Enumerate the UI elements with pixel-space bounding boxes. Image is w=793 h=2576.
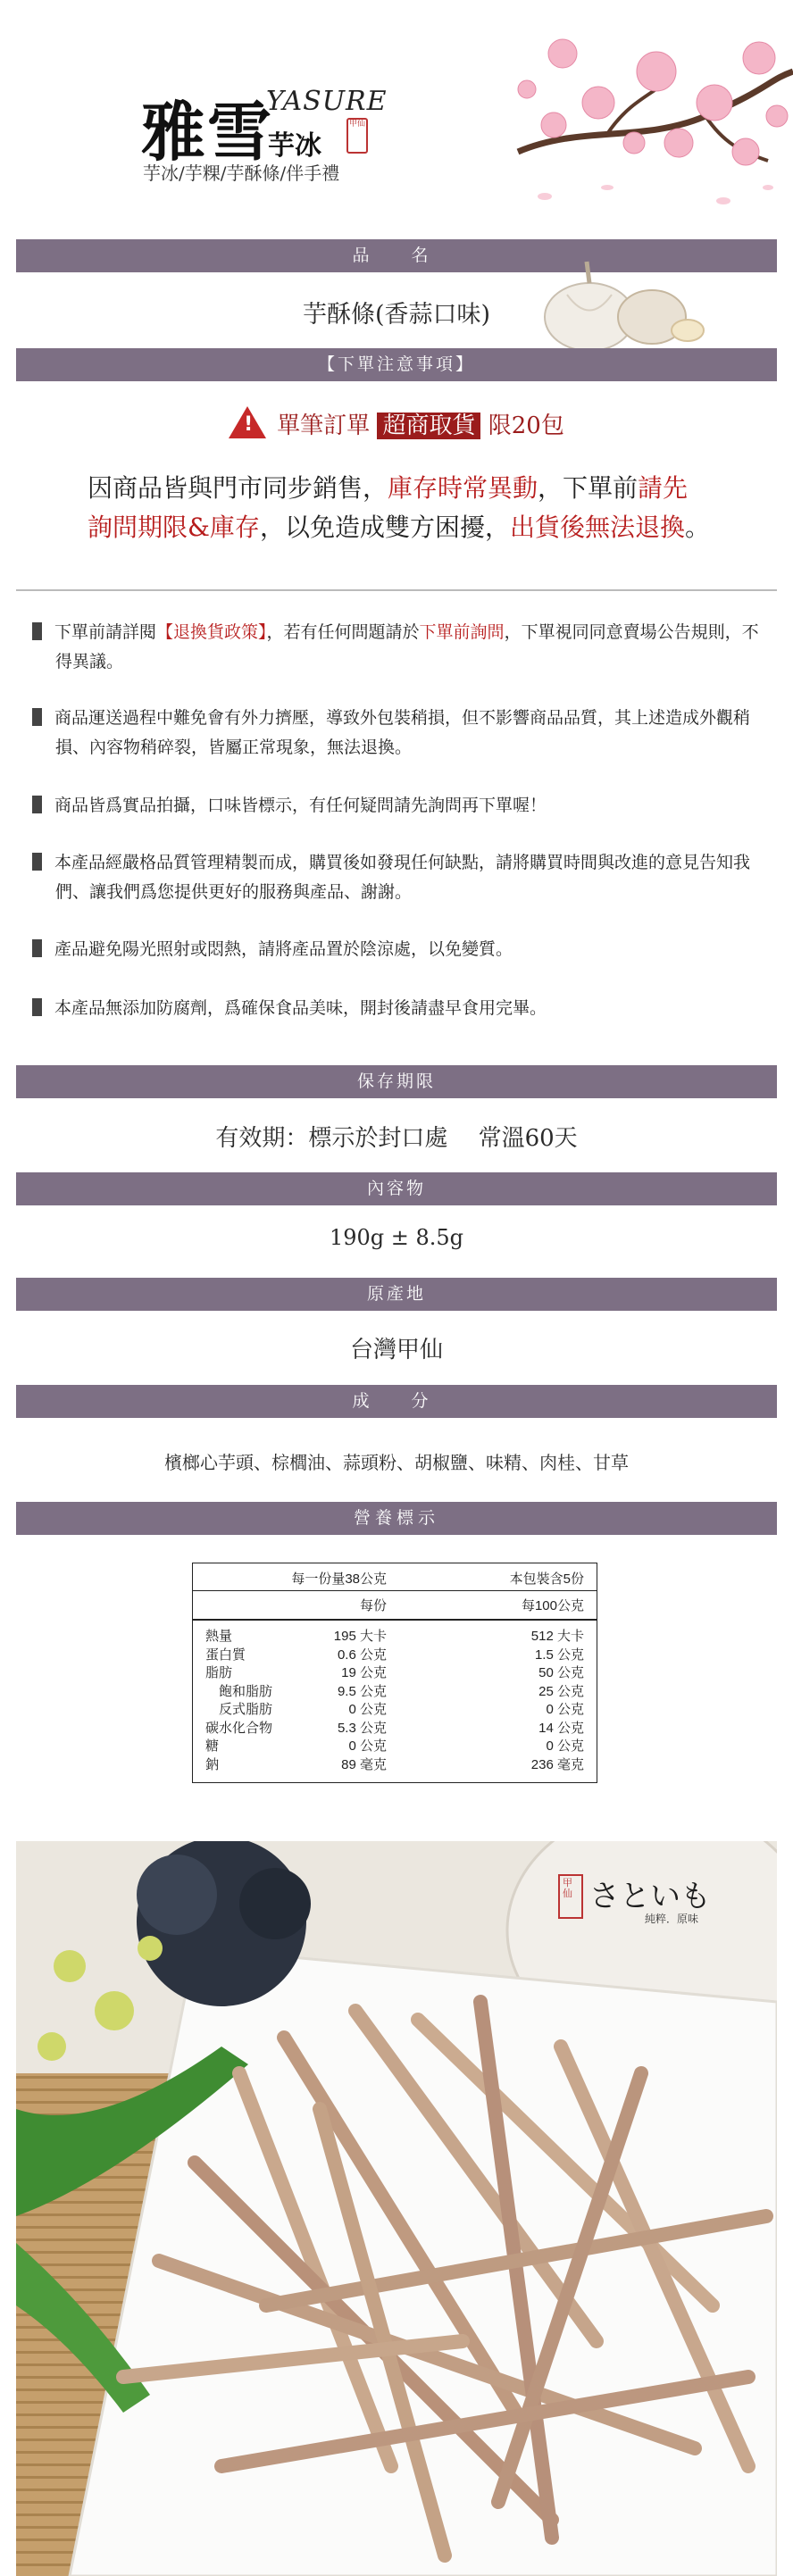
nutrient-name: 鈉 <box>205 1756 220 1772</box>
bullet-text: 本產品無添加防腐劑，爲確保食品美味，開封後請盡早食用完畢。 <box>54 998 547 1018</box>
nutrient-per-100g: 0 公克 <box>546 1702 584 1717</box>
warning-icon <box>229 406 266 438</box>
nutrient-per-100g: 236 毫克 <box>530 1756 584 1772</box>
brand-subtitle: 純粹．原味 <box>645 1913 699 1925</box>
product-photo <box>16 1841 777 2576</box>
notice-red-2: 請先詢問期限&庫存 <box>88 473 689 542</box>
nutrient-per-100g: 512 大卡 <box>530 1629 584 1644</box>
origin-header: 原產地 <box>16 1278 777 1311</box>
column-per-100g: 每100公克 <box>521 1598 584 1613</box>
nutrient-per-serving: 19 公克 <box>341 1665 387 1680</box>
warning-glyph: ! <box>244 413 254 436</box>
nutrient-per-serving: 0.6 公克 <box>337 1646 387 1663</box>
warning-highlight: 超商取貨 <box>377 413 480 439</box>
nutrient-per-serving: 0 公克 <box>348 1738 387 1754</box>
bullet-red-text: 下單前詢問 <box>419 622 505 642</box>
nutrient-name: 飽和脂肪 <box>205 1683 273 1699</box>
servings-per-package: 本包裝含5份 <box>509 1571 584 1587</box>
bullet-photos <box>32 791 764 821</box>
nutrient-per-serving: 195 大卡 <box>333 1629 387 1644</box>
bullet-storage <box>32 935 764 964</box>
contents-header: 內容物 <box>16 1172 777 1205</box>
product-name: 芋酥條(香蒜口味) <box>302 301 491 329</box>
contents-value: 190g ± 8.5g <box>329 1225 464 1250</box>
column-per-serving: 每份 <box>359 1598 387 1613</box>
brand-name: さといも <box>589 1879 711 1914</box>
bullet-policy <box>32 618 764 677</box>
taro-sticks-photo-illustration <box>16 1841 777 2576</box>
warning-suffix: 限20包 <box>488 413 564 439</box>
bullet-text: 本產品經嚴格品質管理精製而成，購買後如發現任何缺點，請將購買時間與改進的意見告知我們、讓我們爲您提供更好的服務與產品、謝謝。 <box>54 853 751 902</box>
notice-text-2: ，下單前 <box>538 473 639 503</box>
nutrient-name: 碳水化合物 <box>205 1720 273 1736</box>
nutrient-per-100g: 50 公克 <box>538 1665 584 1680</box>
cherry-blossom-illustration <box>500 18 793 223</box>
bullet-text: 產品避免陽光照射或悶熱，請將產品置於陰涼處，以免變質。 <box>54 939 513 959</box>
shelf-life-value: 有效期：標示於封口處 常溫60天 <box>215 1125 578 1152</box>
bullet-marker <box>32 796 42 813</box>
nutrient-per-serving: 0 公克 <box>348 1702 387 1717</box>
nutrient-per-100g: 14 公克 <box>538 1720 584 1736</box>
return-policy-link[interactable]: 【退換貨政策】 <box>156 622 267 642</box>
bullet-marker <box>32 622 42 640</box>
bullet-text: 下單前請詳閱 <box>54 622 157 642</box>
nutrient-per-100g: 0 公克 <box>546 1738 584 1754</box>
logo-subtitle: 芋冰 <box>268 130 321 162</box>
origin-value: 台灣甲仙 <box>349 1337 443 1363</box>
bullet-marker <box>32 998 42 1016</box>
notice-red-1: 庫存時常異動 <box>388 473 538 503</box>
bullet-marker <box>32 939 42 957</box>
nutrient-name: 反式脂肪 <box>205 1702 273 1717</box>
stock-notice-paragraph <box>88 469 713 547</box>
order-limit-warning <box>0 406 793 440</box>
section-divider <box>16 589 777 591</box>
garlic-illustration <box>522 254 710 353</box>
bullet-preservative <box>32 994 764 1023</box>
nutrient-per-serving: 9.5 公克 <box>337 1683 387 1699</box>
order-notice-header: 【下單注意事項】 <box>16 348 777 381</box>
bullet-marker <box>32 853 42 871</box>
logo-english: YASURE <box>266 86 388 117</box>
ingredients-value: 檳榔心芋頭、棕櫚油、蒜頭粉、胡椒鹽、味精、肉桂、甘草 <box>164 1452 629 1473</box>
nutrition-header: 營養標示 <box>16 1502 777 1535</box>
nutrition-table <box>192 1563 597 1783</box>
shelf-life-header: 保存期限 <box>16 1065 777 1098</box>
logo-seal: 甲仙 <box>346 118 368 154</box>
bullet-quality <box>32 848 764 907</box>
serving-size: 每一份量38公克 <box>291 1571 387 1587</box>
nutrient-name: 糖 <box>205 1738 220 1754</box>
notice-text-1: 因商品皆與門市同步銷售， <box>88 473 388 503</box>
warning-prefix: 單筆訂單 <box>277 413 371 439</box>
notice-red-3: 出貨後無法退換 <box>509 513 685 542</box>
bullet-text: 商品運送過程中難免會有外力擠壓，導致外包裝稍損，但不影響商品品質，其上述造成外觀稍損、內容物稍碎裂，皆屬正常現象，無法退換。 <box>54 708 751 757</box>
bullet-text: ，下單視同同意賣場公告規則，不得異議。 <box>55 622 759 671</box>
product-name-header: 品 名 <box>16 239 777 272</box>
nutrient-name: 蛋白質 <box>205 1646 246 1663</box>
nutrient-per-100g: 25 公克 <box>538 1683 584 1699</box>
notice-text-4: 。 <box>684 513 710 542</box>
brand-seal-text: 甲仙 <box>563 1877 572 1899</box>
nutrient-name: 脂肪 <box>205 1665 233 1680</box>
logo-chinese: 雅雪 <box>141 94 274 170</box>
nutrient-per-serving: 5.3 公克 <box>337 1720 387 1736</box>
bullet-marker <box>32 708 42 726</box>
nutrient-name: 熱量 <box>205 1629 233 1644</box>
bullet-text: 商品皆爲實品拍攝，口味皆標示，有任何疑問請先詢問再下單喔！ <box>54 796 547 815</box>
nutrient-per-serving: 89 毫克 <box>341 1756 387 1772</box>
bullet-shipping <box>32 704 764 763</box>
tagline: 芋冰/芋粿/芋酥條/伴手禮 <box>143 163 340 184</box>
ingredients-header: 成 分 <box>16 1385 777 1418</box>
nutrient-per-100g: 1.5 公克 <box>534 1646 584 1663</box>
notice-text-3: ，以免造成雙方困擾， <box>259 513 510 542</box>
bullet-text: ，若有任何問題請於 <box>266 622 420 642</box>
